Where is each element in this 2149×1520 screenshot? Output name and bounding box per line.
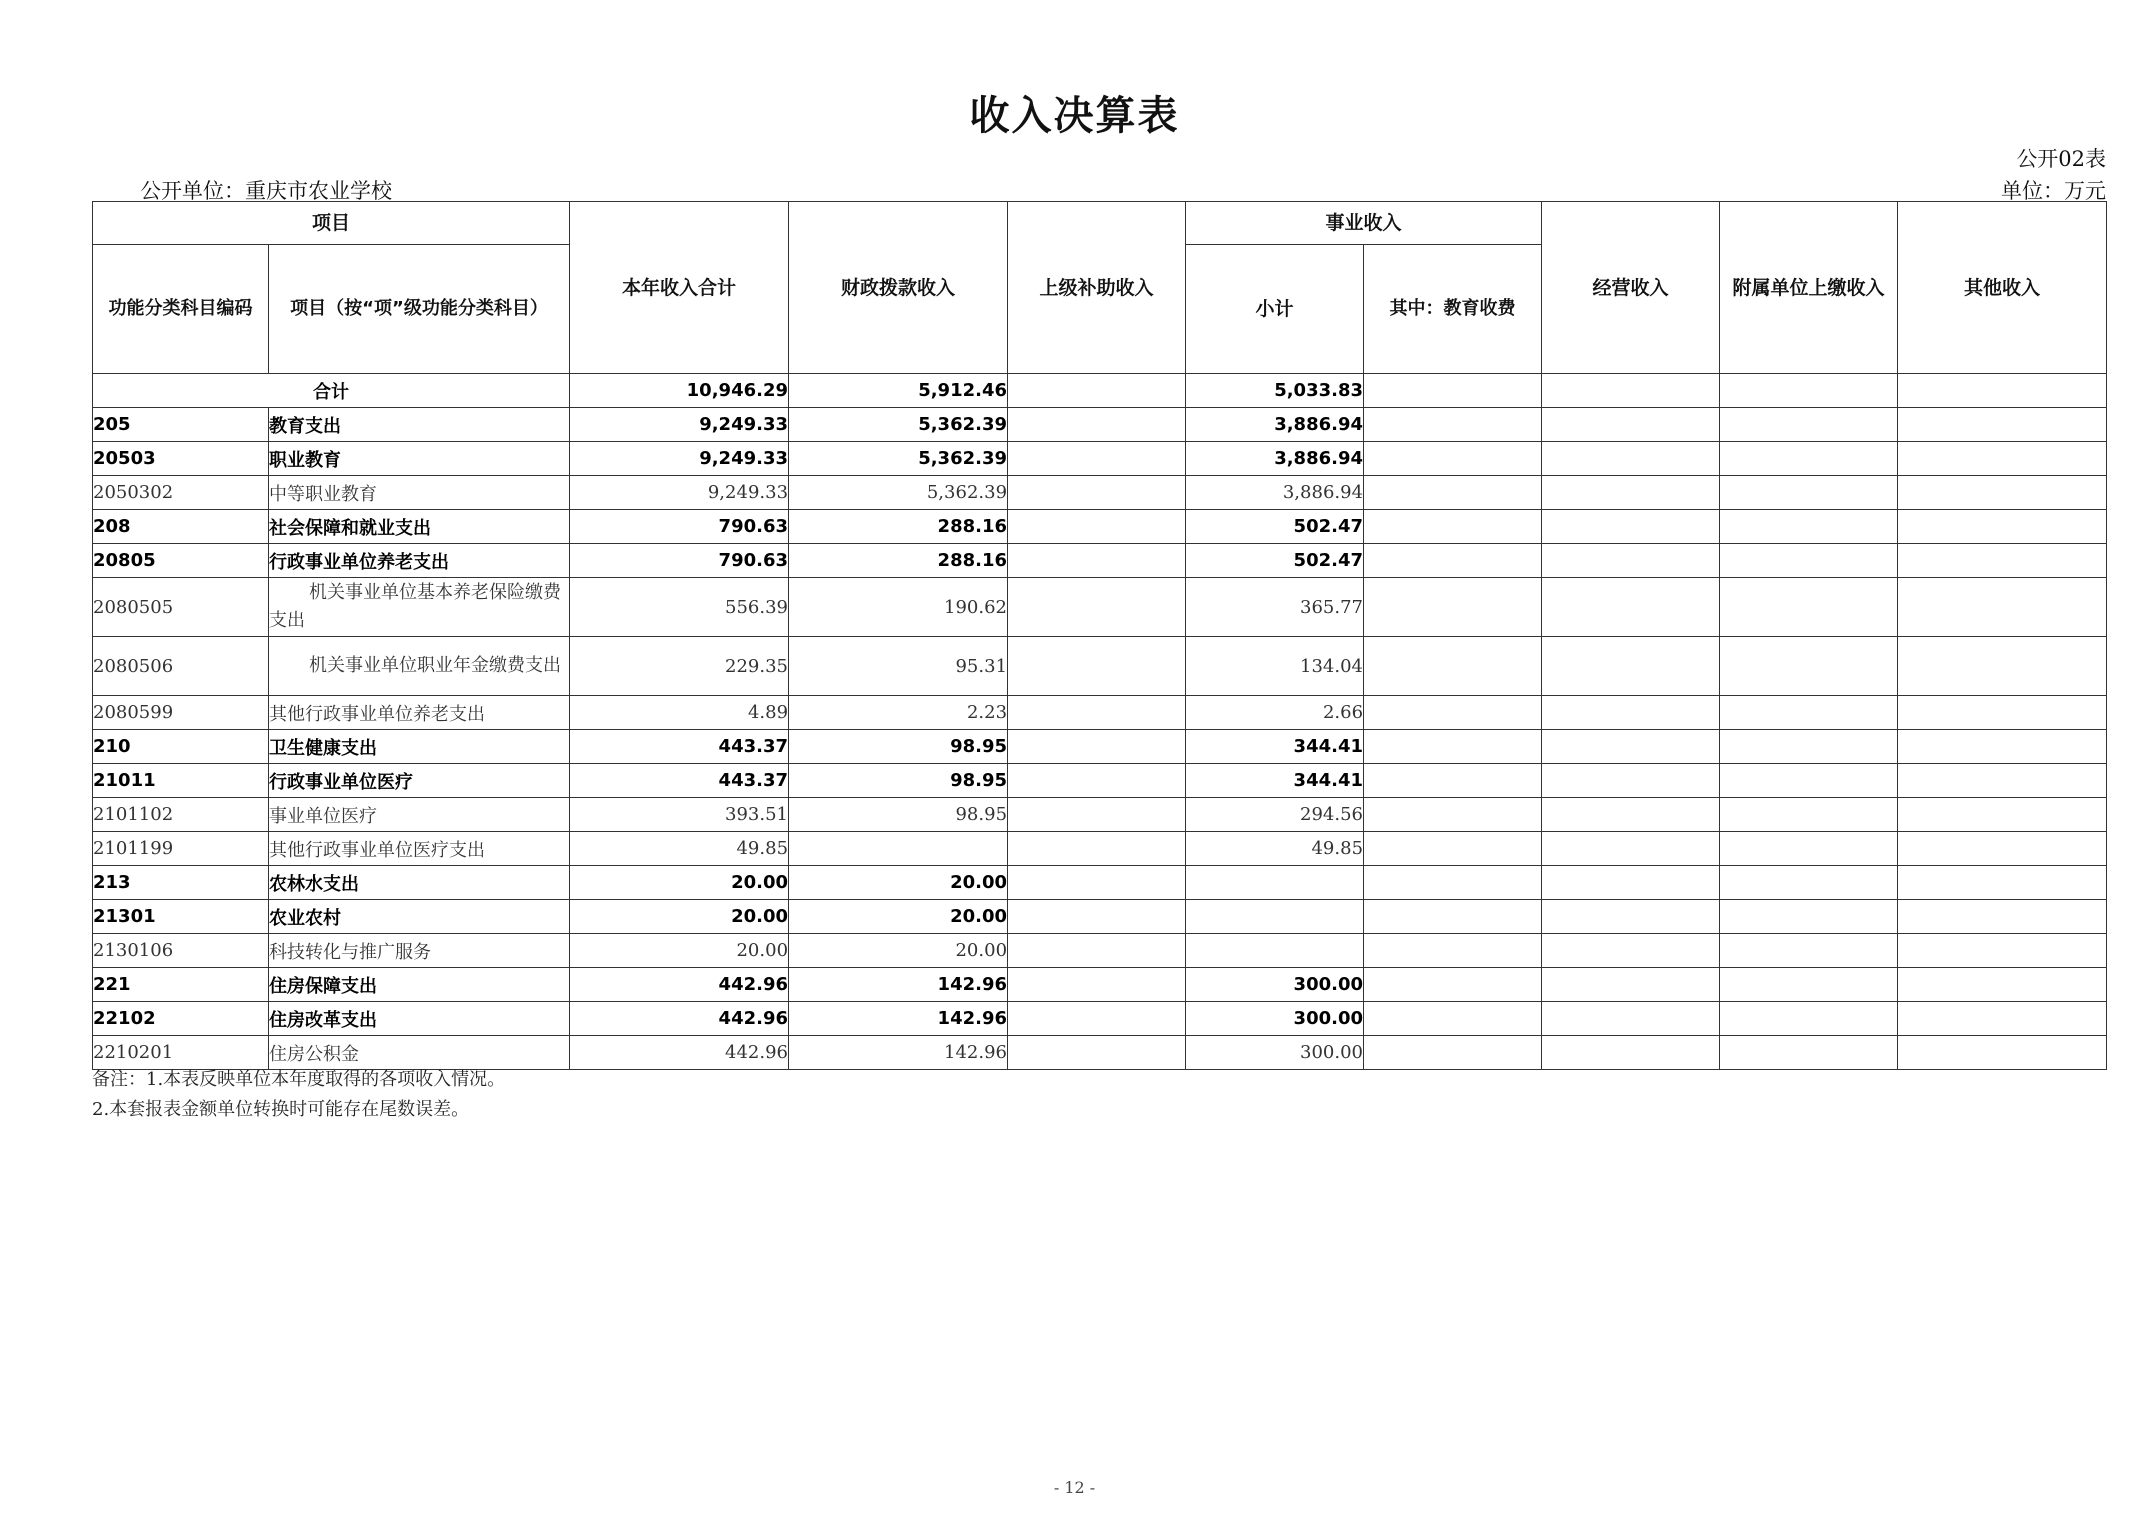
cell-total: 20.00 [570, 866, 789, 900]
cell-subtotal: 300.00 [1186, 1002, 1364, 1036]
cell-subtotal: 300.00 [1186, 1036, 1364, 1070]
cell-name: 行政事业单位医疗 [269, 764, 570, 798]
cell-edu-fee [1364, 866, 1542, 900]
cell-total: 442.96 [570, 1002, 789, 1036]
cell-code: 221 [93, 968, 269, 1002]
note-line: 2.本套报表金额单位转换时可能存在尾数误差。 [92, 1099, 470, 1120]
note-line: 备注：1.本表反映单位本年度取得的各项收入情况。 [92, 1069, 506, 1090]
cell-other [1898, 374, 2107, 408]
cell-total: 20.00 [570, 900, 789, 934]
cell-other [1898, 544, 2107, 578]
cell-subtotal: 344.41 [1186, 730, 1364, 764]
cell-affiliated [1720, 866, 1898, 900]
cell-operating [1542, 900, 1720, 934]
total-row [93, 374, 2107, 408]
cell-name: 住房改革支出 [269, 1002, 570, 1036]
cell-superior [1008, 696, 1186, 730]
cell-name: 农业农村 [269, 900, 570, 934]
cell-code: 2101199 [93, 832, 269, 866]
cell-total: 9,249.33 [570, 442, 789, 476]
cell-subtotal [1186, 934, 1364, 968]
cell-name: 其他行政事业单位养老支出 [269, 696, 570, 730]
cell-operating [1542, 1002, 1720, 1036]
cell-subtotal: 5,033.83 [1186, 374, 1364, 408]
cell-subtotal: 49.85 [1186, 832, 1364, 866]
table-row [93, 934, 2107, 968]
cell-superior [1008, 832, 1186, 866]
cell-edu-fee [1364, 544, 1542, 578]
cell-edu-fee [1364, 696, 1542, 730]
cell-total: 443.37 [570, 730, 789, 764]
cell-other [1898, 798, 2107, 832]
cell-name: 职业教育 [269, 442, 570, 476]
header-project: 项目 [93, 202, 570, 245]
table-row [93, 510, 2107, 544]
notes [92, 1065, 505, 1125]
table-row [93, 866, 2107, 900]
cell-name: 事业单位医疗 [269, 798, 570, 832]
cell-edu-fee [1364, 510, 1542, 544]
cell-operating [1542, 637, 1720, 696]
cell-edu-fee [1364, 408, 1542, 442]
cell-fiscal: 142.96 [789, 968, 1008, 1002]
cell-edu-fee [1364, 637, 1542, 696]
table-row [93, 1002, 2107, 1036]
cell-subtotal: 3,886.94 [1186, 442, 1364, 476]
currency-unit: 单位：万元 [2001, 179, 2106, 203]
cell-edu-fee [1364, 730, 1542, 764]
cell-superior [1008, 544, 1186, 578]
cell-edu-fee [1364, 374, 1542, 408]
cell-affiliated [1720, 1036, 1898, 1070]
cell-affiliated [1720, 900, 1898, 934]
cell-fiscal: 98.95 [789, 798, 1008, 832]
cell-affiliated [1720, 832, 1898, 866]
cell-other [1898, 1002, 2107, 1036]
cell-operating [1542, 866, 1720, 900]
cell-operating [1542, 578, 1720, 637]
cell-affiliated [1720, 968, 1898, 1002]
table-row [93, 900, 2107, 934]
cell-edu-fee [1364, 578, 1542, 637]
cell-fiscal: 5,912.46 [789, 374, 1008, 408]
cell-other [1898, 934, 2107, 968]
header-total: 本年收入合计 [570, 202, 789, 374]
cell-other [1898, 696, 2107, 730]
cell-fiscal: 20.00 [789, 866, 1008, 900]
cell-fiscal: 2.23 [789, 696, 1008, 730]
cell-code: 210 [93, 730, 269, 764]
cell-affiliated [1720, 934, 1898, 968]
cell-code: 20503 [93, 442, 269, 476]
cell-other [1898, 408, 2107, 442]
cell-affiliated [1720, 1002, 1898, 1036]
reporting-unit: 公开单位：重庆市农业学校 [140, 179, 392, 203]
cell-total: 393.51 [570, 798, 789, 832]
cell-total: 790.63 [570, 510, 789, 544]
header-code: 功能分类科目编码 [93, 245, 269, 374]
cell-superior [1008, 764, 1186, 798]
cell-name: 其他行政事业单位医疗支出 [269, 832, 570, 866]
cell-fiscal: 98.95 [789, 730, 1008, 764]
cell-superior [1008, 1036, 1186, 1070]
cell-affiliated [1720, 798, 1898, 832]
cell-code: 2101102 [93, 798, 269, 832]
header-other: 其他收入 [1898, 202, 2107, 374]
cell-affiliated [1720, 544, 1898, 578]
header-subtotal: 小计 [1186, 245, 1364, 374]
cell-code: 2080505 [93, 578, 269, 637]
table-row [93, 476, 2107, 510]
cell-edu-fee [1364, 968, 1542, 1002]
cell-subtotal [1186, 866, 1364, 900]
cell-superior [1008, 934, 1186, 968]
page-number: - 12 - [1053, 1478, 1096, 1497]
cell-fiscal [789, 832, 1008, 866]
cell-operating [1542, 476, 1720, 510]
cell-superior [1008, 578, 1186, 637]
cell-name: 农林水支出 [269, 866, 570, 900]
table-row [93, 968, 2107, 1002]
table-row [93, 798, 2107, 832]
cell-superior [1008, 442, 1186, 476]
cell-edu-fee [1364, 832, 1542, 866]
cell-superior [1008, 798, 1186, 832]
cell-subtotal: 502.47 [1186, 510, 1364, 544]
cell-affiliated [1720, 730, 1898, 764]
cell-operating [1542, 832, 1720, 866]
cell-name: 科技转化与推广服务 [269, 934, 570, 968]
cell-operating [1542, 968, 1720, 1002]
cell-code: 2130106 [93, 934, 269, 968]
cell-other [1898, 866, 2107, 900]
cell-code: 2210201 [93, 1036, 269, 1070]
cell-affiliated [1720, 764, 1898, 798]
cell-fiscal: 288.16 [789, 544, 1008, 578]
cell-code: 2050302 [93, 476, 269, 510]
cell-superior [1008, 476, 1186, 510]
cell-operating [1542, 798, 1720, 832]
cell-other [1898, 730, 2107, 764]
cell-total: 556.39 [570, 578, 789, 637]
table-row [93, 696, 2107, 730]
cell-total: 443.37 [570, 764, 789, 798]
cell-code: 208 [93, 510, 269, 544]
cell-fiscal: 5,362.39 [789, 408, 1008, 442]
cell-superior [1008, 900, 1186, 934]
cell-edu-fee [1364, 934, 1542, 968]
cell-subtotal: 344.41 [1186, 764, 1364, 798]
cell-fiscal: 95.31 [789, 637, 1008, 696]
cell-total: 4.89 [570, 696, 789, 730]
cell-name: 教育支出 [269, 408, 570, 442]
cell-other [1898, 832, 2107, 866]
cell-total: 442.96 [570, 968, 789, 1002]
table-row [93, 730, 2107, 764]
cell-name: 机关事业单位职业年金缴费支出 [269, 637, 570, 696]
cell-edu-fee [1364, 1002, 1542, 1036]
cell-code: 213 [93, 866, 269, 900]
header-operating: 经营收入 [1542, 202, 1720, 374]
cell-code: 21011 [93, 764, 269, 798]
table-row [93, 442, 2107, 476]
cell-fiscal: 288.16 [789, 510, 1008, 544]
cell-code: 2080506 [93, 637, 269, 696]
cell-operating [1542, 408, 1720, 442]
cell-affiliated [1720, 510, 1898, 544]
cell-other [1898, 900, 2107, 934]
cell-other [1898, 764, 2107, 798]
cell-name: 行政事业单位养老支出 [269, 544, 570, 578]
table-row [93, 832, 2107, 866]
cell-operating [1542, 544, 1720, 578]
cell-name: 社会保障和就业支出 [269, 510, 570, 544]
table-row [93, 764, 2107, 798]
cell-operating [1542, 510, 1720, 544]
cell-name: 住房保障支出 [269, 968, 570, 1002]
table-row [93, 578, 2107, 637]
cell-code: 21301 [93, 900, 269, 934]
cell-edu-fee [1364, 442, 1542, 476]
cell-fiscal: 142.96 [789, 1036, 1008, 1070]
cell-fiscal: 190.62 [789, 578, 1008, 637]
cell-operating [1542, 442, 1720, 476]
cell-affiliated [1720, 374, 1898, 408]
cell-affiliated [1720, 637, 1898, 696]
header-business: 事业收入 [1186, 202, 1542, 245]
cell-operating [1542, 764, 1720, 798]
cell-subtotal: 134.04 [1186, 637, 1364, 696]
cell-name: 机关事业单位基本养老保险缴费支出 [269, 578, 570, 637]
header-edu-fee: 其中：教育收费 [1364, 245, 1542, 374]
header-row-1 [93, 202, 2107, 245]
cell-name: 住房公积金 [269, 1036, 570, 1070]
cell-operating [1542, 934, 1720, 968]
cell-total: 20.00 [570, 934, 789, 968]
cell-operating [1542, 696, 1720, 730]
cell-superior [1008, 866, 1186, 900]
page-title: 收入决算表 [969, 93, 1180, 139]
cell-subtotal: 294.56 [1186, 798, 1364, 832]
cell-other [1898, 637, 2107, 696]
table-row [93, 544, 2107, 578]
cell-operating [1542, 730, 1720, 764]
total-label: 合计 [93, 374, 570, 408]
cell-affiliated [1720, 696, 1898, 730]
income-table [92, 201, 2107, 1070]
cell-fiscal: 20.00 [789, 934, 1008, 968]
cell-other [1898, 476, 2107, 510]
cell-superior [1008, 968, 1186, 1002]
cell-edu-fee [1364, 476, 1542, 510]
cell-name: 卫生健康支出 [269, 730, 570, 764]
header-superior: 上级补助收入 [1008, 202, 1186, 374]
cell-edu-fee [1364, 798, 1542, 832]
cell-code: 2080599 [93, 696, 269, 730]
cell-fiscal: 142.96 [789, 1002, 1008, 1036]
table-row [93, 408, 2107, 442]
cell-subtotal: 3,886.94 [1186, 408, 1364, 442]
cell-superior [1008, 1002, 1186, 1036]
cell-affiliated [1720, 408, 1898, 442]
cell-code: 22102 [93, 1002, 269, 1036]
cell-affiliated [1720, 578, 1898, 637]
cell-fiscal: 20.00 [789, 900, 1008, 934]
cell-edu-fee [1364, 900, 1542, 934]
cell-other [1898, 510, 2107, 544]
cell-other [1898, 1036, 2107, 1070]
cell-subtotal: 502.47 [1186, 544, 1364, 578]
cell-total: 9,249.33 [570, 476, 789, 510]
cell-total: 442.96 [570, 1036, 789, 1070]
cell-other [1898, 968, 2107, 1002]
cell-code: 205 [93, 408, 269, 442]
header-fiscal: 财政拨款收入 [789, 202, 1008, 374]
cell-subtotal: 300.00 [1186, 968, 1364, 1002]
cell-superior [1008, 510, 1186, 544]
cell-name: 中等职业教育 [269, 476, 570, 510]
cell-fiscal: 98.95 [789, 764, 1008, 798]
cell-superior [1008, 374, 1186, 408]
cell-fiscal: 5,362.39 [789, 442, 1008, 476]
header-item: 项目（按“项”级功能分类科目） [269, 245, 570, 374]
cell-subtotal: 3,886.94 [1186, 476, 1364, 510]
cell-total: 10,946.29 [570, 374, 789, 408]
cell-total: 49.85 [570, 832, 789, 866]
cell-superior [1008, 637, 1186, 696]
cell-total: 229.35 [570, 637, 789, 696]
cell-superior [1008, 408, 1186, 442]
cell-other [1898, 578, 2107, 637]
cell-operating [1542, 374, 1720, 408]
cell-fiscal: 5,362.39 [789, 476, 1008, 510]
cell-total: 9,249.33 [570, 408, 789, 442]
cell-superior [1008, 730, 1186, 764]
cell-subtotal: 2.66 [1186, 696, 1364, 730]
cell-subtotal: 365.77 [1186, 578, 1364, 637]
cell-edu-fee [1364, 1036, 1542, 1070]
cell-total: 790.63 [570, 544, 789, 578]
header-affiliated: 附属单位上缴收入 [1720, 202, 1898, 374]
cell-code: 20805 [93, 544, 269, 578]
table-row [93, 637, 2107, 696]
cell-operating [1542, 1036, 1720, 1070]
form-number: 公开02表 [2016, 147, 2106, 171]
cell-subtotal [1186, 900, 1364, 934]
cell-other [1898, 442, 2107, 476]
cell-affiliated [1720, 476, 1898, 510]
cell-edu-fee [1364, 764, 1542, 798]
cell-affiliated [1720, 442, 1898, 476]
